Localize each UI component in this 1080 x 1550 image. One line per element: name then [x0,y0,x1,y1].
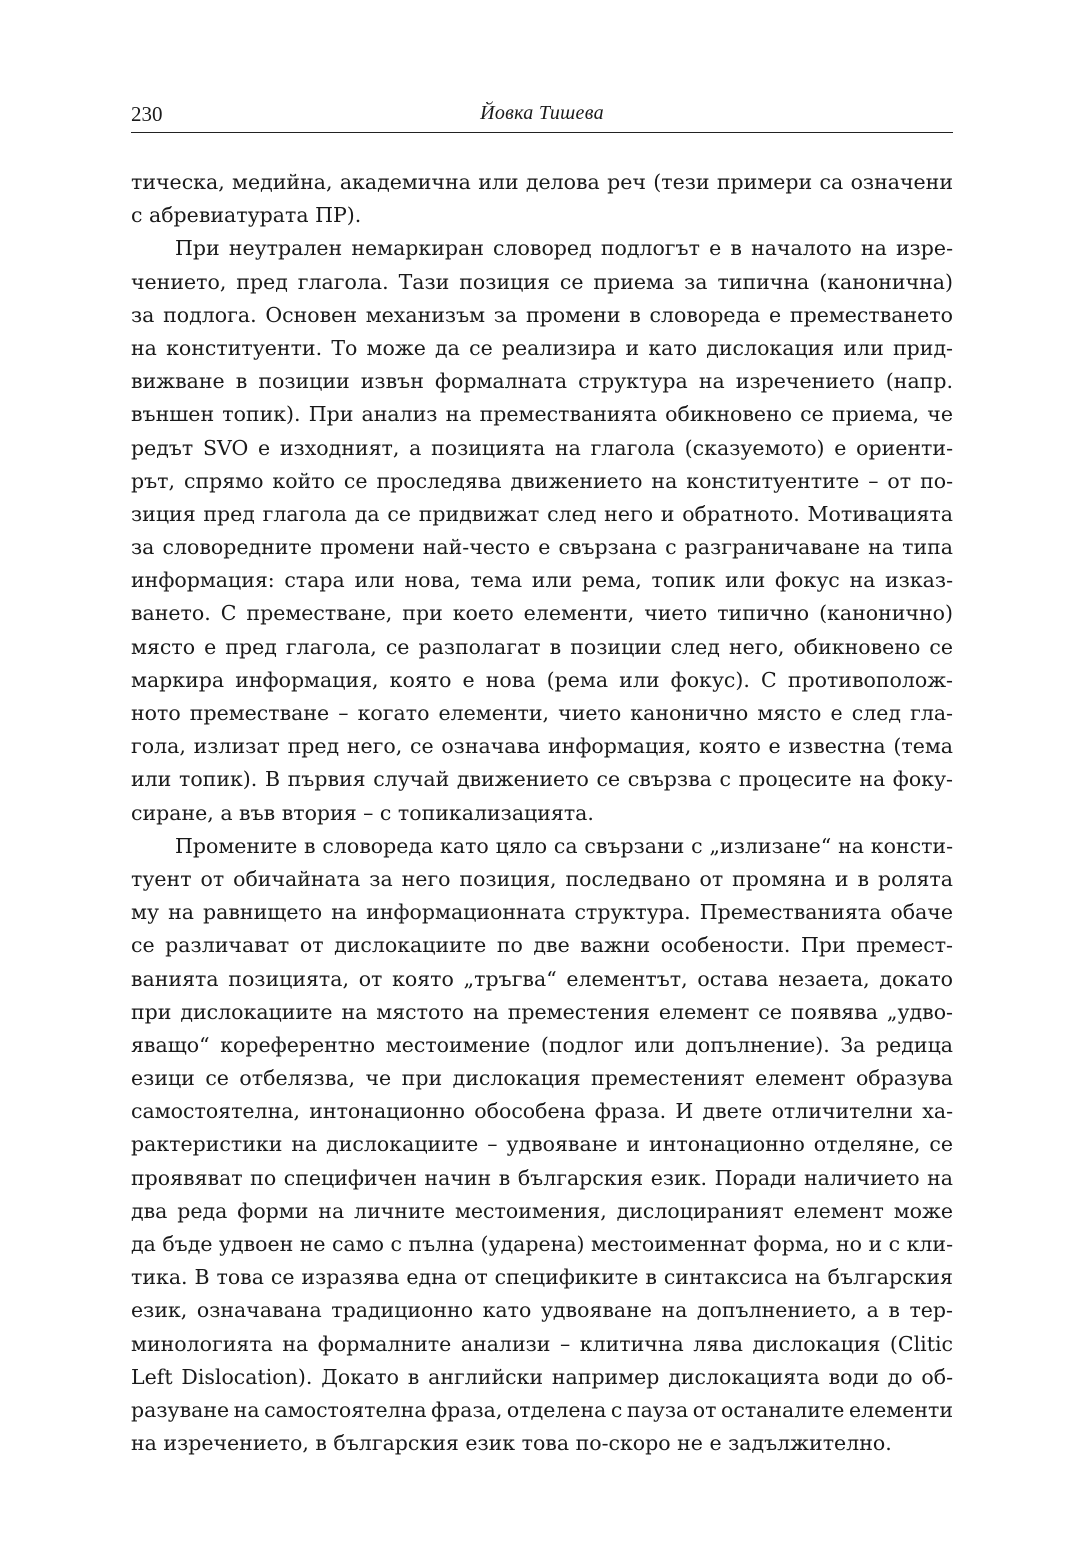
text-line: ното преместване – когато елементи, чието канонично място е след гла- [131,701,953,725]
text-line: туент от обичайната за него позиция, последвано от промяна и в ролята [131,866,953,891]
text-line: разуване на самостоятелна фраза, отделена с пауза от останалите елементи [131,1397,953,1422]
text-line: ванията позицията, от която „тръгва“ елементът, остава незаета, докато [131,966,953,991]
text-line: език, означавана традиционно като удвояване на допълнението, а в тер- [131,1298,953,1323]
text-line: редът SVO е изходният, а позицията на глагола (сказуемото) е ориенти- [131,435,953,460]
text-line: маркира информация, която е нова (рема или фокус). С противополож- [131,667,953,692]
text-line: рът, спрямо който се проследява движението на конституентите – от по- [131,468,953,493]
running-header [131,100,953,133]
text-line: на изречението, в българския език това по-скоро не е задължително. [131,1431,892,1456]
body-text [131,166,953,1460]
text-line: външен топик). При анализ на преместванията обикновено се приема, че [131,402,953,427]
text-line: информация: стара или нова, тема или рема, топик или фокус на изказ- [131,568,953,593]
text-line: за подлога. Основен механизъм за промени в словореда е преместването [131,302,953,327]
text-line: При неутрален немаркиран словоред подлогът е в началото на изре- [175,236,953,261]
text-line: ването. С преместване, при което елементи, чието типично (канонично) [131,601,953,626]
text-line: му на равнището на информационната структура. Преместванията обаче [131,900,953,925]
text-line: се различават от дислокациите по две важни особености. При премест- [131,933,953,958]
text-line: рактеристики на дислокациите – удвояване и интонационно отделяне, се [131,1132,953,1157]
paragraph [131,232,953,829]
text-line: езици се отбелязва, че при дислокация преместеният елемент образува [131,1066,953,1091]
text-line: на конституенти. То може да се реализира и като дислокация или прид- [131,335,953,360]
text-line: чението, пред глагола. Тази позиция се приема за типична (канонична) [131,269,953,294]
text-line: зиция пред глагола да се придвижат след него и обратното. Мотивацията [131,501,953,526]
header-author: Йовка Тишева [480,102,604,124]
text-line: два реда форми на личните местоимения, дислоцираният елемент може [131,1198,953,1223]
paragraph [131,166,953,232]
text-line: тика. В това се изразява една от спецификите в синтаксиса на българския [131,1265,953,1290]
text-line: тическа, медийна, академична или делова реч (тези примери са означени [131,170,953,194]
page-number: 230 [131,102,163,126]
text-line: да бъде удвоен не само с пълна (ударена) местоименнат форма, но и с кли- [131,1232,953,1256]
text-line: при дислокациите на мястото на преместения елемент се появява „удво- [131,999,953,1024]
text-line: самостоятелна, интонационно обособена фраза. И двете отличителни ха- [131,1099,953,1124]
text-line: Промените в словореда като цяло са свързани с „излизане“ на консти- [175,833,953,858]
text-line: място е пред глагола, се разполагат в позиции след него, обикновено се [131,634,953,659]
text-line: яващо“ кореферентно местоимение (подлог или допълнение). За редица [131,1032,953,1057]
text-line: проявяват по специфичен начин в българския език. Поради наличието на [131,1165,953,1190]
text-line: минологията на формалните анализи – клитична лява дислокация (Clitic [131,1331,953,1356]
paragraph [131,830,953,1461]
text-line: Left Dislocation). Докато в английски например дислокацията води до об- [131,1364,953,1389]
text-line: с абревиатурата ПР). [131,203,362,228]
text-line: или топик). В първия случай движението се свързва с процесите на фоку- [131,767,953,792]
text-line: сиране, а във втория – с топикализацията. [131,800,594,825]
text-line: за словоредните промени най-често е свързана с разграничаване на типа [131,535,953,560]
text-line: вижване в позиции извън формалната структура на изречението (напр. [131,369,953,394]
text-line: гола, излизат пред него, се означава информация, която е известна (тема [131,734,953,759]
